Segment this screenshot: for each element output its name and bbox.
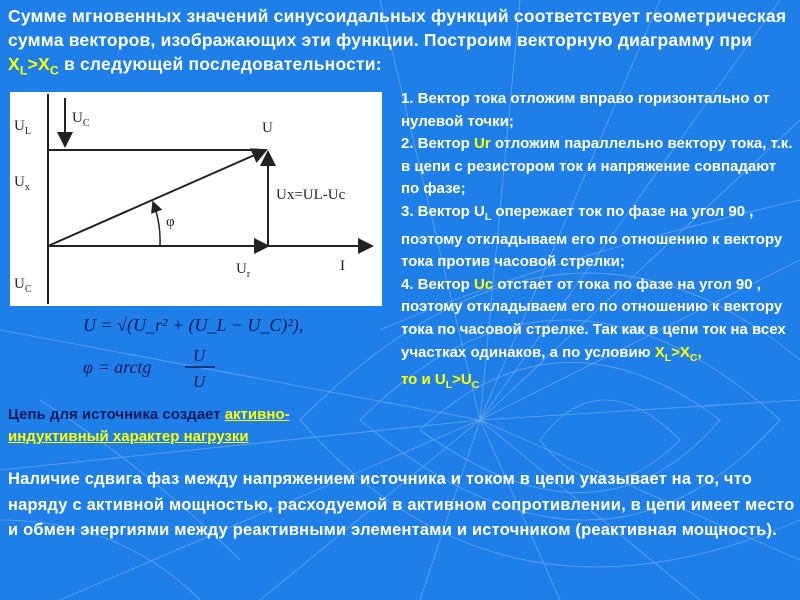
label-uc-top: $U_C$ [72,110,90,129]
ur-highlight: Ur [474,135,491,153]
slide-title [8,4,793,83]
step-4: 4. Вектор Uc отстает от тока по фазе на угол 90 , поэтому откладываем его по отношению к вектору тока по часовой стрелке. Так как в цепи ток на всех участках одинаков, а по условию $X_L>X_C$, то и $U_L>U_C$ [401,275,786,392]
vector-diagram-svg [10,92,382,306]
label-u: U [262,120,273,136]
load-character-highlight: активно-индуктивный характер нагрузки [8,406,290,445]
construction-steps [401,88,793,397]
formulas [75,307,405,397]
vector-diagram [10,92,382,306]
xl-main: X [8,54,20,74]
gt-sign: > [27,54,38,74]
step-3: 3. Вектор $U_L$ опережает ток по фазе на угол 90 , поэтому откладываем его по отношению к вектору тока против часовой стрелки; [401,202,783,271]
label-phi: φ [166,214,175,230]
uc-highlight: Uc [474,275,494,293]
label-ux-equation: Ux=UL-Uc [276,187,346,203]
title-text: Сумме мгновенных значений синусоидальных функций соответствует геометрическая сумма векторов, изображающих эти функции. Построим векторную диаграмму при [8,6,787,50]
phi-arc [153,202,160,246]
xc-sub: C [49,63,59,78]
label-ul: $U_L$ [14,118,31,137]
title-text-end: в следующей последовательности: [58,54,382,74]
formula-phase-numerator: U [193,346,206,365]
step-1: 1. Вектор тока отложим вправо горизонтально от нулевой точки; [401,90,770,130]
label-ur: $U_r$ [236,261,251,280]
u-vector [48,150,266,246]
title-xl [8,54,59,78]
formula-phase-denominator: U [193,372,206,391]
load-character-conclusion: Цепь для источника создает активно-индуктивный характер нагрузки [8,406,290,445]
result-highlight: то и $U_L>U_C$ [401,371,480,392]
label-ux: $U_x$ [14,174,30,193]
condition-highlight: $X_L>X_C$, [654,343,702,364]
step-2: 2. Вектор Ur отложим параллельно вектору тока, т.к. в цепи с резистором ток и напряжение совпадают по фазе; [401,135,793,198]
label-uc: $U_C$ [14,276,32,295]
label-i: I [340,258,345,274]
xc-main: X [37,54,50,74]
xl-sub: L [19,63,28,78]
formula-magnitude: U = √(U_r² + (U_L − U_C)²), [83,315,304,335]
summary-paragraph: Наличие сдвига фаз между напряжением источника и током в цепи указывает на то, что наряду с активной мощностью, расходуемой в активном сопротивлении, в цепи имеет место и обмен энергиями между реактивными элементами и источником (реактивная мощность). [8,470,795,539]
formula-phase-left: φ = arctg [83,357,152,377]
